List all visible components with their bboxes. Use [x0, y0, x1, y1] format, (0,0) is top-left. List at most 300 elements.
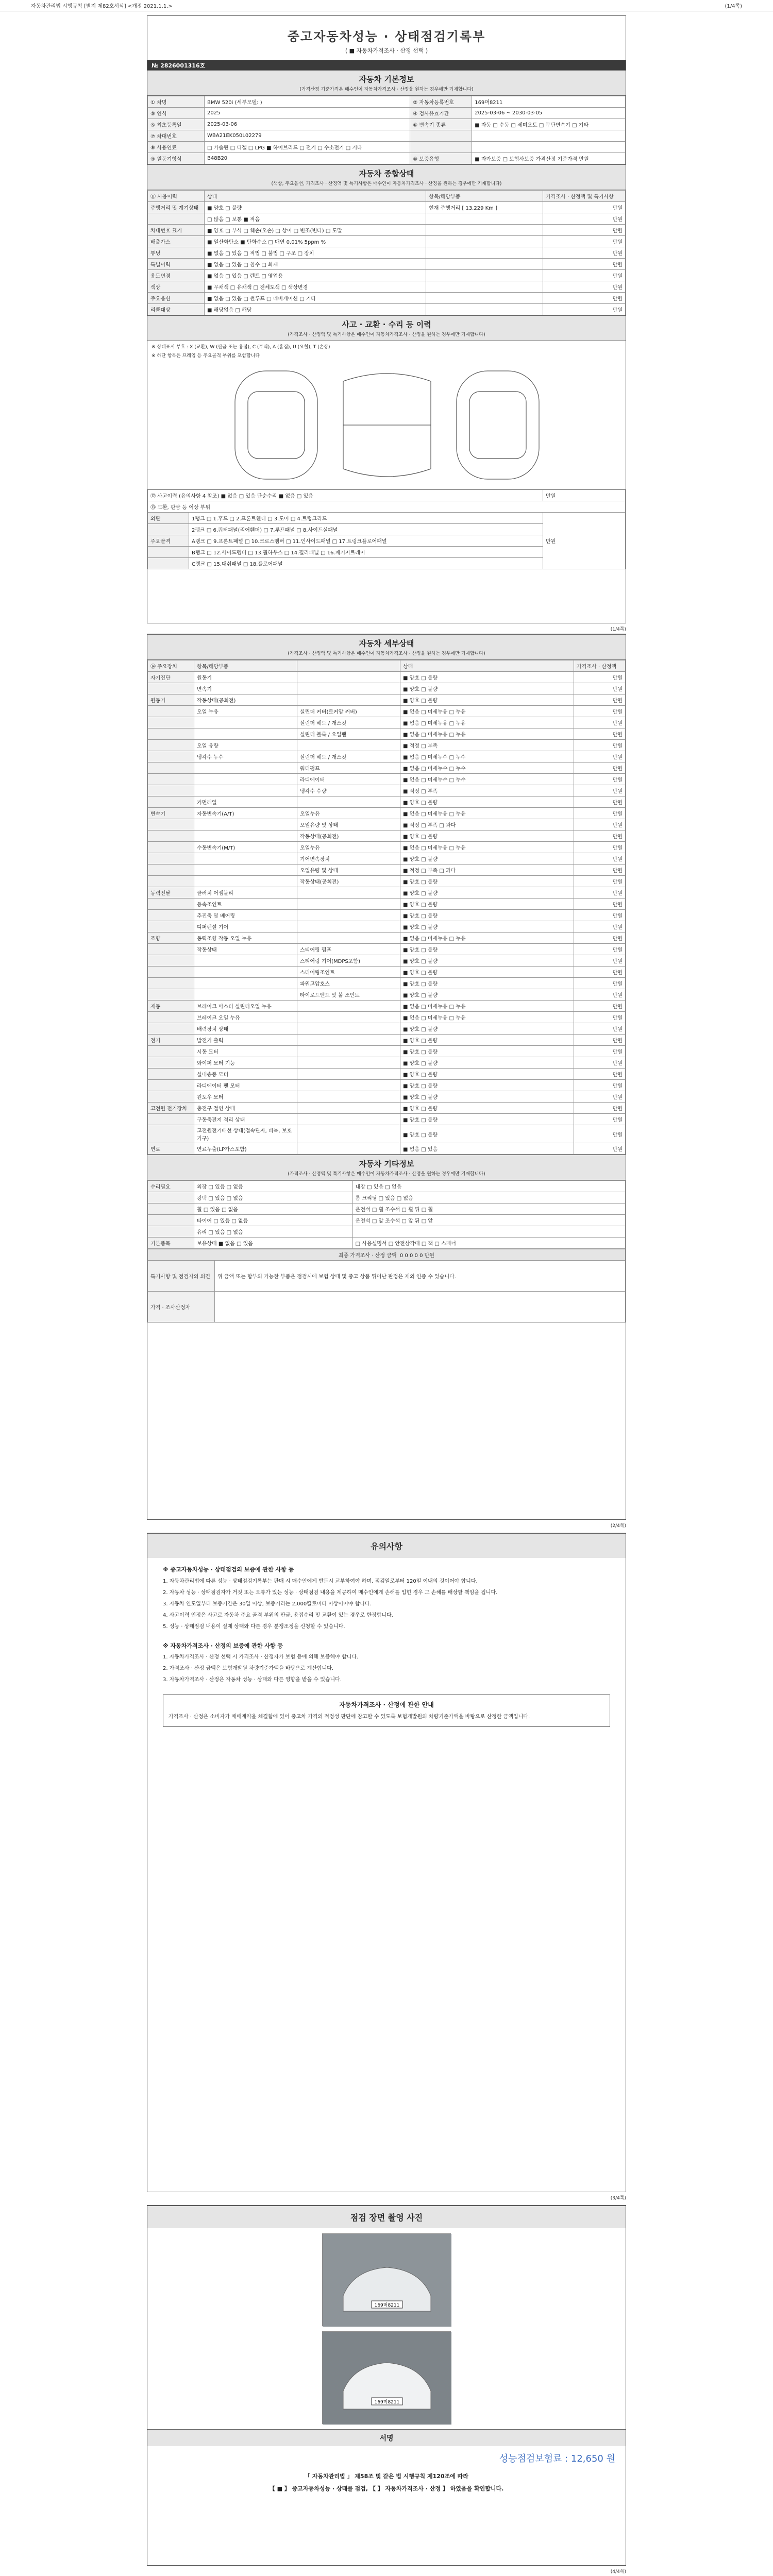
detail-price: 만원: [574, 774, 626, 785]
detail-part: [297, 1103, 400, 1114]
summary-item: 튜닝: [148, 247, 205, 259]
detail-sub: 충전구 절연 상태: [194, 1103, 297, 1114]
detail-price: 만원: [574, 1143, 626, 1155]
detail-row: [148, 831, 626, 842]
detail-state: ■ 양호 □ 불량: [400, 1057, 574, 1069]
detail-sub: [194, 717, 297, 728]
detail-part: [297, 740, 400, 751]
detail-row: [148, 978, 626, 989]
detail-state: ■ 적정 □ 부족 □ 과다: [400, 865, 574, 876]
other-b: □ 사용설명서 □ 안전삼각대 □ 잭 □ 스패너: [352, 1238, 625, 1249]
detail-state: ■ 적정 □ 부족 □ 과다: [400, 819, 574, 831]
form-legal-ref: 자동차관리법 시행규칙 [별지 제82호서식] <개정 2021.1.1.>: [31, 4, 173, 9]
summary-item: 배출가스: [148, 236, 205, 247]
detail-state: ■ 양호 □ 불량: [400, 1114, 574, 1125]
summary-price: 만원: [543, 202, 626, 213]
other-b: [352, 1226, 625, 1238]
detail-row: [148, 672, 626, 683]
car-rear-photo: [322, 2331, 451, 2424]
detail-group: [148, 853, 194, 865]
detail-state: ■ 없음 □ 미세누수 □ 누수: [400, 751, 574, 762]
notice-p1: 1. 자동차관리법에 따른 성능 · 상태점검기록부는 판매 시 매수인에게 반드시 교부하여야 하며, 점검일로부터 120일 이내의 것이어야 합니다.: [163, 1578, 478, 1584]
summary-row: [148, 225, 626, 236]
accident-note: (가격조사 · 산정액 및 특기사항은 매수인이 자동차가격조사 · 산정을 원하는 경우에만 기재합니다): [147, 331, 626, 341]
detail-state: ■ 적정 □ 부족: [400, 785, 574, 796]
detail-state: ■ 없음 □ 미세누유 □ 누유: [400, 728, 574, 740]
summary-detail: 현재 주행거리 [ 13,229 Km ]: [426, 202, 543, 213]
detail-price: 만원: [574, 978, 626, 989]
detail-sub: 시동 모터: [194, 1046, 297, 1057]
detail-part: [297, 921, 400, 933]
detail-part: 오일누유: [297, 808, 400, 819]
detail-group: [148, 865, 194, 876]
page-2: [147, 634, 626, 1520]
detail-header-cell: 가격조사 · 산정액: [574, 660, 626, 672]
detail-state: ■ 양호 □ 불량: [400, 1091, 574, 1103]
detail-price: 만원: [574, 1023, 626, 1035]
detail-state: ■ 양호 □ 불량: [400, 955, 574, 967]
detail-row: [148, 921, 626, 933]
detail-group: [148, 819, 194, 831]
detail-group: [148, 728, 194, 740]
detail-group: [148, 876, 194, 887]
detail-part: [297, 910, 400, 921]
notice-p8: 3. 자동차가격조사 · 산정은 자동차 성능 · 상태와 다른 영향을 받을 수 있습니다.: [163, 1677, 342, 1683]
summary-state: ■ 없음 □ 있음 □ 침수 □ 화재: [205, 259, 426, 270]
basic-label: ① 차명: [148, 96, 205, 108]
other-group: [148, 1215, 194, 1226]
detail-part: [297, 694, 400, 706]
detail-group: [148, 1125, 194, 1143]
detail-part: [297, 1001, 400, 1012]
notice-heading-1: ※ 중고자동차성능 · 상태점검의 보증에 관한 사항 등: [163, 1566, 294, 1573]
basic-value: B48B20: [205, 153, 410, 164]
detail-price: 만원: [574, 672, 626, 683]
detail-row: [148, 1057, 626, 1069]
detail-price: 만원: [574, 989, 626, 1001]
detail-group: [148, 955, 194, 967]
detail-row: [148, 808, 626, 819]
detail-part: 실린더 헤드 / 개스킷: [297, 717, 400, 728]
detail-price: 만원: [574, 1103, 626, 1114]
detail-price: 만원: [574, 1012, 626, 1023]
special-label: 특기사항 및 점검자의 의견: [148, 1261, 215, 1292]
basic-row: [148, 108, 626, 119]
detail-price: 만원: [574, 808, 626, 819]
other-row: [148, 1215, 626, 1226]
notice-heading-2: ※ 자동차가격조사 · 산정의 보증에 관한 사항 등: [163, 1642, 283, 1649]
detail-part: 오일누유: [297, 842, 400, 853]
detail-part: [297, 887, 400, 899]
detail-group: [148, 1114, 194, 1125]
detail-row: [148, 1035, 626, 1046]
detail-sub: 오일 유량: [194, 740, 297, 751]
detail-group: 변속기: [148, 808, 194, 819]
detail-group: [148, 751, 194, 762]
detail-state: ■ 양호 □ 불량: [400, 1023, 574, 1035]
detail-row: [148, 944, 626, 955]
detail-sub: [194, 762, 297, 774]
detail-row: [148, 967, 626, 978]
basic-value: BMW 520i (세부모델: ): [205, 96, 410, 108]
detail-state: ■ 양호 □ 불량: [400, 989, 574, 1001]
detail-group: [148, 683, 194, 694]
insurance-fee: 성능점검보험료 : 12,650 원: [499, 2453, 615, 2464]
detail-state: ■ 없음 □ 미세누유 □ 누유: [400, 842, 574, 853]
detail-group: [148, 1046, 194, 1057]
detail-part: 라디에이터: [297, 774, 400, 785]
detail-part: 스티어링 기어(MDPS포함): [297, 955, 400, 967]
detail-state: ■ 양호 □ 불량: [400, 1046, 574, 1057]
detail-sub: 커먼레일: [194, 796, 297, 808]
summary-price: 만원: [543, 247, 626, 259]
plate-1: 169머8211: [374, 2303, 400, 2308]
basic-value: 2025: [205, 108, 410, 119]
summary-item: 용도변경: [148, 270, 205, 281]
detail-price: 만원: [574, 853, 626, 865]
detail-sub: 배력장치 상태: [194, 1023, 297, 1035]
detail-state: ■ 양호 □ 불량: [400, 672, 574, 683]
page-3: [147, 1533, 626, 2192]
detail-price: 만원: [574, 1125, 626, 1143]
detail-state: ■ 없음 □ 미세누유 □ 누유: [400, 1001, 574, 1012]
detail-price: 만원: [574, 955, 626, 967]
page-2-label: (2/4쪽): [610, 1523, 626, 1529]
footer-line-1: 「 자동차관리법 」 제58조 및 같은 법 시행규칙 제120조에 따라: [305, 2473, 468, 2480]
summary-item: 색상: [148, 281, 205, 293]
detail-part: 타이로드엔드 및 볼 조인트: [297, 989, 400, 1001]
detail-part: 파워고압호스: [297, 978, 400, 989]
summary-item: 차대번호 표기: [148, 225, 205, 236]
detail-price: 만원: [574, 933, 626, 944]
document-title: 중고자동차성능 · 상태점검기록부: [287, 29, 486, 44]
detail-state: ■ 양호 □ 불량: [400, 967, 574, 978]
basic-label: ⑧ 사용연료: [148, 142, 205, 153]
summary-price: 만원: [543, 293, 626, 304]
summary-price: 만원: [543, 213, 626, 225]
detail-part: [297, 1023, 400, 1035]
price-examiner-label: 가격 · 조사산정자: [148, 1292, 215, 1323]
other-group: [148, 1204, 194, 1215]
detail-part: [297, 1046, 400, 1057]
detail-part: [297, 933, 400, 944]
page-4-label: (4/4쪽): [610, 2569, 626, 2574]
detail-price: 만원: [574, 944, 626, 955]
detail-group: [148, 842, 194, 853]
detail-group: [148, 1080, 194, 1091]
detail-header-row: [148, 660, 626, 672]
detail-part: [297, 796, 400, 808]
detail-sub: 작동상태(공회전): [194, 694, 297, 706]
detail-part: [297, 1012, 400, 1023]
detail-sub: 수동변속기(M/T): [194, 842, 297, 853]
detail-sub: 등속조인트: [194, 899, 297, 910]
summary-title: 자동차 종합상태: [147, 164, 626, 180]
detail-part: [297, 1114, 400, 1125]
detail-state: ■ 양호 □ 불량: [400, 921, 574, 933]
detail-group: 고전원 전기장치: [148, 1103, 194, 1114]
other-a: 타이어 □ 있음 □ 없음: [194, 1215, 353, 1226]
detail-part: [297, 1125, 400, 1143]
basic-row: [148, 142, 626, 153]
detail-group: [148, 967, 194, 978]
detail-row: [148, 865, 626, 876]
outer-panel-label-2: [148, 524, 189, 535]
summary-row: [148, 247, 626, 259]
detail-row: [148, 717, 626, 728]
summary-detail: [426, 293, 543, 304]
document-number: № 2826001316호: [147, 60, 626, 70]
detail-row: [148, 751, 626, 762]
detail-price: 만원: [574, 706, 626, 717]
basic-label: ⑦ 차대번호: [148, 130, 205, 142]
detail-sub: [194, 865, 297, 876]
detail-row: [148, 887, 626, 899]
detail-state: ■ 없음 □ 미세누유 □ 누유: [400, 1012, 574, 1023]
detail-sub: 자동변속기(A/T): [194, 808, 297, 819]
detail-price: 만원: [574, 717, 626, 728]
detail-table: [147, 660, 626, 1155]
summary-row: [148, 293, 626, 304]
detail-header-cell: 상태: [400, 660, 574, 672]
detail-row: [148, 1001, 626, 1012]
basic-value-2: ■ 자동 □ 수동 □ 세미오토 □ 무단변속기 □ 기타: [472, 119, 626, 130]
detail-row: [148, 1046, 626, 1057]
notice-title: 유의사항: [147, 1533, 626, 1558]
detail-price: 만원: [574, 1057, 626, 1069]
basic-info-note: (가격산정 기준가격은 매수인이 자동차가격조사 · 산정을 원하는 경우에만 기재합니다): [147, 86, 626, 96]
notice-p6: 1. 자동차가격조사 · 산정 선택 시 가격조사 · 산정자가 보험 등에 의해 보증해야 합니다.: [163, 1654, 359, 1660]
detail-sub: 연료누출(LP가스포함): [194, 1143, 297, 1155]
notice-box-title: 자동차가격조사 · 산정에 관한 안내: [339, 1701, 434, 1709]
summary-row: [148, 213, 626, 225]
detail-group: [148, 796, 194, 808]
detail-part: [297, 672, 400, 683]
detail-row: [148, 910, 626, 921]
car-rear-image: [323, 2332, 451, 2425]
detail-sub: 냉각수 누수: [194, 751, 297, 762]
detail-row: [148, 762, 626, 774]
summary-header-row: [148, 191, 626, 202]
detail-price: 만원: [574, 967, 626, 978]
frame-rank-b: B랭크 □ 12.사이드멤버 □ 13.휠하우스 □ 14.필러패널 □ 16.패키지트레이: [189, 547, 543, 558]
detail-sub: [194, 955, 297, 967]
frame-rank-a: A랭크 □ 9.프론트패널 □ 10.크로스멤버 □ 11.인사이드패널 □ 17.트렁크플로어패널: [189, 535, 543, 547]
detail-part: 오일유량 및 상태: [297, 819, 400, 831]
frame-label: 주요골격: [148, 535, 189, 547]
detail-state: ■ 양호 □ 불량: [400, 1080, 574, 1091]
detail-price: 만원: [574, 887, 626, 899]
detail-price: 만원: [574, 1001, 626, 1012]
car-front-photo: [322, 2233, 451, 2326]
parts-price: 만원: [543, 513, 626, 569]
detail-sub: [194, 876, 297, 887]
basic-label: ⑤ 최초등록일: [148, 119, 205, 130]
car-front-image: [323, 2234, 451, 2327]
detail-group: [148, 740, 194, 751]
summary-item: 주요옵션: [148, 293, 205, 304]
detail-state: ■ 없음 □ 미세누유 □ 누유: [400, 717, 574, 728]
detail-price: 만원: [574, 683, 626, 694]
detail-group: [148, 1012, 194, 1023]
detail-state: ■ 양호 □ 불량: [400, 978, 574, 989]
basic-label-2: ⑩ 보증유형: [410, 153, 472, 164]
detail-part: 실린더 커버(로커암 커버): [297, 706, 400, 717]
detail-price: 만원: [574, 865, 626, 876]
plate-2: 169머8211: [374, 2400, 400, 2405]
detail-sub: [194, 989, 297, 1001]
summary-detail: [426, 225, 543, 236]
detail-price: 만원: [574, 796, 626, 808]
detail-group: [148, 944, 194, 955]
accident-legend: ※ 상태표시 부호 : X (교환), W (판금 또는 용접), C (부식), A (흠집), U (요철), T (손상): [152, 345, 330, 350]
detail-state: ■ 양호 □ 불량: [400, 694, 574, 706]
basic-label-2: ⑥ 변속기 종류: [410, 119, 472, 130]
detail-group: [148, 989, 194, 1001]
summary-row: [148, 281, 626, 293]
detail-price: 만원: [574, 751, 626, 762]
other-a: 광택 □ 있음 □ 없음: [194, 1192, 353, 1204]
basic-label-2: [410, 130, 472, 142]
summary-item: 특별이력: [148, 259, 205, 270]
notice-p4: 4. 사고이력 인정은 사고로 자동차 주요 골격 부위의 판금, 용접수리 및 교환이 있는 경우로 한정합니다.: [163, 1612, 393, 1618]
other-group: [148, 1226, 194, 1238]
detail-note: (가격조사 · 산정액 및 특기사항은 매수인이 자동차가격조사 · 산정을 원하는 경우에만 기재합니다): [147, 650, 626, 660]
detail-row: [148, 842, 626, 853]
detail-sub: [194, 819, 297, 831]
detail-row: [148, 1091, 626, 1103]
basic-value-2: [472, 142, 626, 153]
other-b: 운전석 □ 앞 조수석 □ 앞 뒤 □ 앞: [352, 1215, 625, 1226]
summary-detail: [426, 247, 543, 259]
detail-part: [297, 1057, 400, 1069]
detail-part: 스티어링 펌프: [297, 944, 400, 955]
detail-part: [297, 683, 400, 694]
basic-info-title: 자동차 기본정보: [147, 70, 626, 86]
detail-group: [148, 785, 194, 796]
basic-value-2: [472, 130, 626, 142]
detail-row: [148, 706, 626, 717]
detail-sub: 변속기: [194, 683, 297, 694]
summary-header-cell: ⑪ 사용이력: [148, 191, 205, 202]
detail-part: [297, 1080, 400, 1091]
detail-part: [297, 1035, 400, 1046]
detail-price: 만원: [574, 1069, 626, 1080]
summary-row: [148, 304, 626, 315]
detail-sub: 실내송풍 모터: [194, 1069, 297, 1080]
page-1-label: (1/4쪽): [610, 627, 626, 632]
other-note: (가격조사 · 산정액 및 특기사항은 매수인이 자동차가격조사 · 산정을 원하는 경우에만 기재합니다): [147, 1170, 626, 1180]
outer-panel-label: 외판: [148, 513, 189, 524]
summary-state: ■ 없음 □ 있음 □ 렌트 □ 영업용: [205, 270, 426, 281]
car-outline-diagram: [147, 361, 626, 489]
summary-header-cell: 상태: [205, 191, 426, 202]
detail-sub: 발전기 출력: [194, 1035, 297, 1046]
detail-sub: 작동상태: [194, 944, 297, 955]
detail-sub: 브레이크 오일 누유: [194, 1012, 297, 1023]
detail-state: ■ 양호 □ 불량: [400, 1103, 574, 1114]
detail-price: 만원: [574, 694, 626, 706]
detail-sub: 와이퍼 모터 기능: [194, 1057, 297, 1069]
frame-label-b: [148, 547, 189, 558]
outer-rank-1: 1랭크 □ 1.후드 □ 2.프론트휀더 □ 3.도어 □ 4.트렁크리드: [189, 513, 543, 524]
detail-row: [148, 1125, 626, 1143]
footer-line-2: 【 ■ 】 중고자동차성능 · 상태를 점검, 【 】 자동차가격조사 · 산정 】 하였음을 확인합니다.: [269, 2485, 504, 2492]
notice-p3: 3. 자동차 인도일부터 보증기간은 30일 이상, 보증거리는 2,000킬로미터 이상이어야 합니다.: [163, 1601, 372, 1607]
basic-label-2: ④ 검사유효기간: [410, 108, 472, 119]
detail-row: [148, 774, 626, 785]
summary-state: ■ 일산화탄소 ■ 탄화수소 □ 매연 0.01% 5ppm %: [205, 236, 426, 247]
detail-state: ■ 양호 □ 불량: [400, 853, 574, 865]
detail-row: [148, 1023, 626, 1035]
detail-group: [148, 921, 194, 933]
detail-part: [297, 899, 400, 910]
other-table: [147, 1180, 626, 1249]
detail-row: [148, 728, 626, 740]
other-a: 유리 □ 있음 □ 없음: [194, 1226, 353, 1238]
detail-part: 워터펌프: [297, 762, 400, 774]
detail-title: 자동차 세부상태: [147, 634, 626, 650]
basic-row: [148, 153, 626, 164]
summary-header-cell: 항목/해당부품: [426, 191, 543, 202]
detail-part: [297, 1069, 400, 1080]
other-group: 수리필요: [148, 1181, 194, 1192]
detail-row: [148, 785, 626, 796]
detail-price: 만원: [574, 831, 626, 842]
other-a: 휠 □ 있음 □ 없음: [194, 1204, 353, 1215]
summary-price: 만원: [543, 236, 626, 247]
detail-row: [148, 989, 626, 1001]
detail-price: 만원: [574, 842, 626, 853]
summary-row: [148, 259, 626, 270]
summary-detail: [426, 304, 543, 315]
detail-row: [148, 694, 626, 706]
summary-detail: [426, 270, 543, 281]
detail-group: 제동: [148, 1001, 194, 1012]
detail-sub: 윈도우 모터: [194, 1091, 297, 1103]
basic-value-2: 169머8211: [472, 96, 626, 108]
detail-sub: 라디에이터 팬 모터: [194, 1080, 297, 1091]
accident-price: 만원: [543, 490, 626, 501]
detail-row: [148, 1069, 626, 1080]
sign-title: 서명: [147, 2429, 626, 2446]
page-count: (1/4쪽): [725, 4, 742, 9]
detail-row: [148, 933, 626, 944]
other-row: [148, 1238, 626, 1249]
other-row: [148, 1204, 626, 1215]
detail-group: [148, 899, 194, 910]
price-examiner-value: [215, 1292, 626, 1323]
frame-rank-c: C랭크 □ 15.대쉬패널 □ 18.플로어패널: [189, 558, 543, 569]
detail-row: [148, 1080, 626, 1091]
detail-state: ■ 없음 □ 미세누유 □ 누유: [400, 706, 574, 717]
other-b: 내장 □ 있음 □ 없음: [352, 1181, 625, 1192]
summary-item: [148, 213, 205, 225]
detail-row: [148, 853, 626, 865]
other-row: [148, 1226, 626, 1238]
detail-part: 실린더 헤드 / 개스킷: [297, 751, 400, 762]
summary-detail: [426, 259, 543, 270]
summary-price: 만원: [543, 259, 626, 270]
detail-sub: 클러치 어셈블리: [194, 887, 297, 899]
summary-state: ■ 양호 □ 불량: [205, 202, 426, 213]
detail-state: ■ 없음 □ 미세누수 □ 누수: [400, 762, 574, 774]
basic-value: WBA21EK050L02279: [205, 130, 410, 142]
summary-state: ■ 양호 □ 부식 □ 훼손(오손) □ 상이 □ 변조(변타) □ 도말: [205, 225, 426, 236]
detail-sub: [194, 728, 297, 740]
detail-price: 만원: [574, 728, 626, 740]
other-b: 운전석 □ 휠 조수석 □ 휠 뒤 □ 휠: [352, 1204, 625, 1215]
